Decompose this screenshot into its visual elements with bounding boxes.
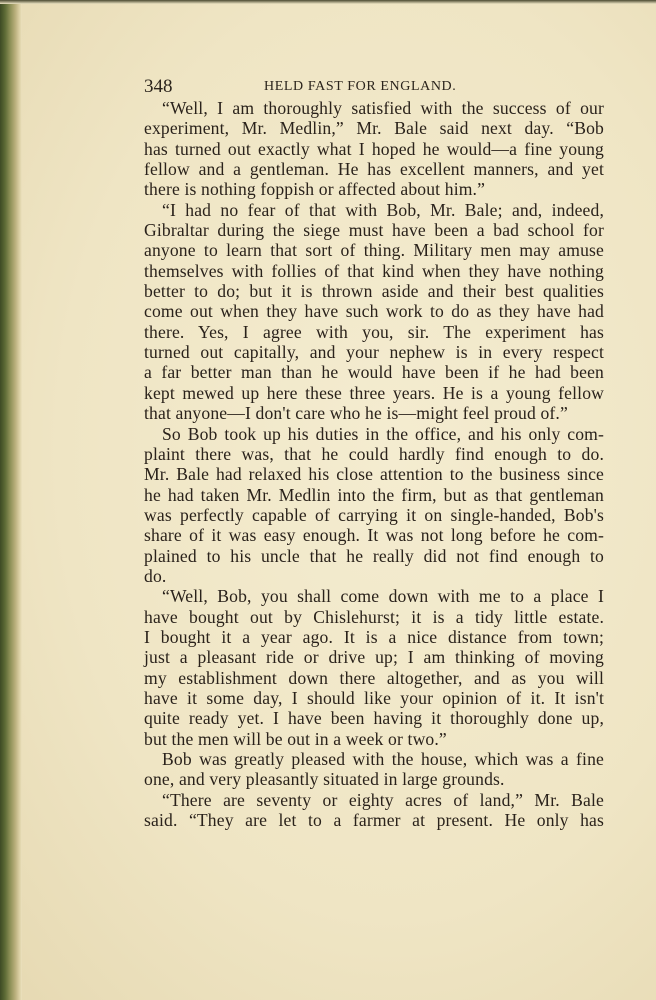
text-line: just a pleasant ride or drive up; I am thinking of moving — [144, 647, 604, 668]
text-line: my establishment down there altogether, and as you will — [144, 667, 604, 688]
text-line: plained to his uncle that he really did not find enough to — [144, 545, 604, 566]
text-line: So Bob took up his duties in the office, and his only com- — [162, 423, 604, 444]
text-line: kept mewed up here these three years. He is a young fellow — [144, 382, 604, 403]
page-top-edge — [0, 0, 656, 4]
text-line: there is nothing foppish or affected about him.” — [144, 179, 486, 200]
text-line: that anyone—I don't care who he is—might feel proud of.” — [144, 403, 568, 424]
text-line: I bought it a year ago. It is a nice distance from town; — [144, 626, 604, 647]
text-line: “I had no fear of that with Bob, Mr. Bale; and, indeed, — [162, 199, 604, 220]
text-line: Mr. Bale had relaxed his close attention to the business since — [144, 464, 604, 485]
text-line: themselves with follies of that kind when they have nothing — [144, 260, 604, 281]
body-text — [144, 98, 604, 830]
text-line: experiment, Mr. Medlin,” Mr. Bale said next day. “Bob — [144, 118, 604, 139]
text-line: better to do; but it is thrown aside and their best qualities — [144, 281, 604, 302]
page-number: 348 — [144, 76, 173, 97]
running-title: HELD FAST FOR ENGLAND. — [264, 79, 457, 94]
text-line: a far better man than he would have been if he had been — [144, 362, 604, 383]
text-line: “There are seventy or eighty acres of land,” Mr. Bale — [162, 789, 604, 810]
text-line: come out when they have such work to do as they have had — [144, 301, 604, 322]
text-line: one, and very pleasantly situated in large grounds. — [144, 769, 505, 790]
text-line: anyone to learn that sort of thing. Military men may amuse — [144, 240, 604, 261]
text-line: “Well, I am thoroughly satisfied with the success of our — [162, 98, 604, 118]
text-line: fellow and a gentleman. He has excellent manners, and yet — [144, 159, 604, 180]
text-line: have it some day, I should like your opinion of it. It isn't — [144, 687, 604, 708]
text-line: but the men will be out in a week or two.” — [144, 728, 447, 749]
page-header — [144, 76, 604, 98]
text-line: was perfectly capable of carrying it on single-handed, Bob's — [144, 504, 604, 525]
book-binding-edge — [0, 0, 22, 1000]
text-line: said. “They are let to a farmer at present. He only has — [144, 810, 604, 831]
text-line: quite ready yet. I have been having it thoroughly done up, — [144, 708, 604, 729]
text-line: has turned out exactly what I hoped he would—a fine young — [144, 138, 604, 159]
text-line: do. — [144, 565, 167, 586]
text-line: share of it was easy enough. It was not long before he com- — [144, 525, 604, 546]
text-line: he had taken Mr. Medlin into the firm, but as that gentleman — [144, 484, 604, 505]
text-line: there. Yes, I agree with you, sir. The experiment has — [144, 321, 604, 342]
text-line: have bought out by Chislehurst; it is a tidy little estate. — [144, 606, 604, 627]
text-line: plaint there was, that he could hardly find enough to do. — [144, 443, 604, 464]
text-line: Gibraltar during the siege must have been a bad school for — [144, 220, 604, 241]
text-line: Bob was greatly pleased with the house, which was a fine — [162, 749, 604, 769]
text-line: “Well, Bob, you shall come down with me to a place I — [162, 586, 604, 607]
text-line: turned out capitally, and your nephew is in every respect — [144, 342, 604, 363]
